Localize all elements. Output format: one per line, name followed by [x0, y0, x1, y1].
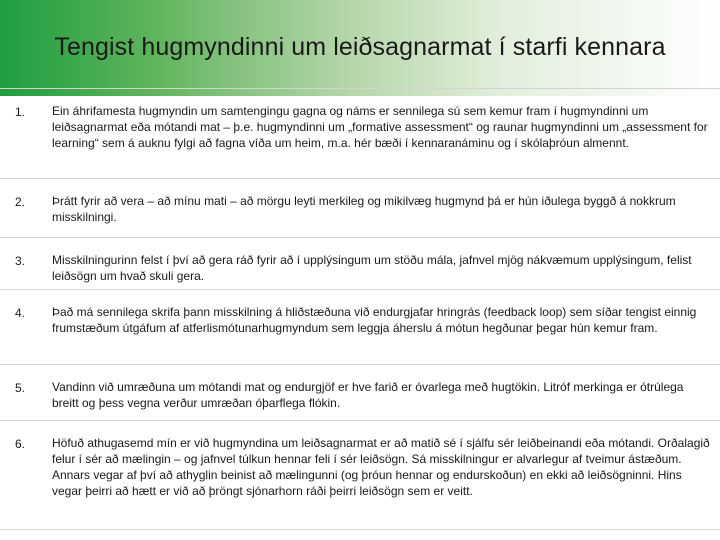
table-row	[0, 88, 720, 178]
item-text: Vandinn við umræðuna um mótandi mat og endurgjöf er hve farið er óvarlega með hugtökin. Litróf merkinga er ótrúlega breitt og þess vegna verður umræðan óþarflega flókin.	[52, 380, 684, 410]
item-text: Það má sennilega skrifa þann misskilning á hliðstæðuna við endurgjafar hringrás (feedback loop) sem síðar tengist einnig frumstæðum útgáfum af atferlismótunarhugmyndum sem leggja áherslu á mótun hegðunar þegar hún kemur fram.	[52, 305, 697, 335]
table-row	[0, 289, 720, 364]
slide-title: Tengist hugmyndinni um leiðsagnarmat í starfi kennara	[54, 33, 666, 61]
item-text: Höfuð athugasemd mín er við hugmyndina um leiðsagnarmat er að matið sé í sjálfu sér leiðbeinandi eða mótandi. Orðalagið felur í sér að mælingin – og jafnvel túlkun hennar feli í sér leiðsögn. Sá misskilningur er alvarlegur af tveimur ástæðum. Annars vegar af því að athyglin beinist að mælingunni (og þróun hennar og endurskoðun) en ekki að leiðsögninni. Hins vegar þeirri að hætt er við að þröngt sjónarhorn ráði þeirri leiðsögn sem er veitt.	[52, 436, 710, 498]
table-row	[0, 420, 720, 530]
item-text: Þrátt fyrir að vera – að mínu mati – að mörgu leyti merkileg og mikilvæg hugmynd þá er hún iðulega byggð á nokkrum misskilningi.	[52, 194, 676, 224]
item-text: Misskilningurinn felst í því að gera ráð fyrir að í upplýsingum um stöðu mála, jafnvel mjög nákvæmum upplýsingum, felist leiðsögn um hvað skuli gera.	[52, 253, 692, 283]
table-row	[0, 364, 720, 420]
table-row	[0, 237, 720, 289]
item-number: 3.	[15, 254, 26, 268]
item-number: 4.	[15, 306, 26, 320]
item-number: 2.	[15, 195, 26, 209]
item-text: Ein áhrifamesta hugmyndin um samtengingu gagna og náms er sennilega sú sem kemur fram í hugmyndinni um leiðsagnarmat eða mótandi mat – þ.e. hugmyndinni um „formative assessment“ og raunar hugmyndinni um „assessment for learning“ sem á auknu fylgi að fagna víða um heim, m.a. hér bæði í kennaranáminu og í skólaþróun almennt.	[52, 104, 708, 150]
item-number: 6.	[15, 437, 26, 451]
table-row	[0, 178, 720, 237]
item-number: 5.	[15, 381, 26, 395]
item-number: 1.	[15, 105, 26, 119]
numbered-points-table	[0, 88, 720, 530]
